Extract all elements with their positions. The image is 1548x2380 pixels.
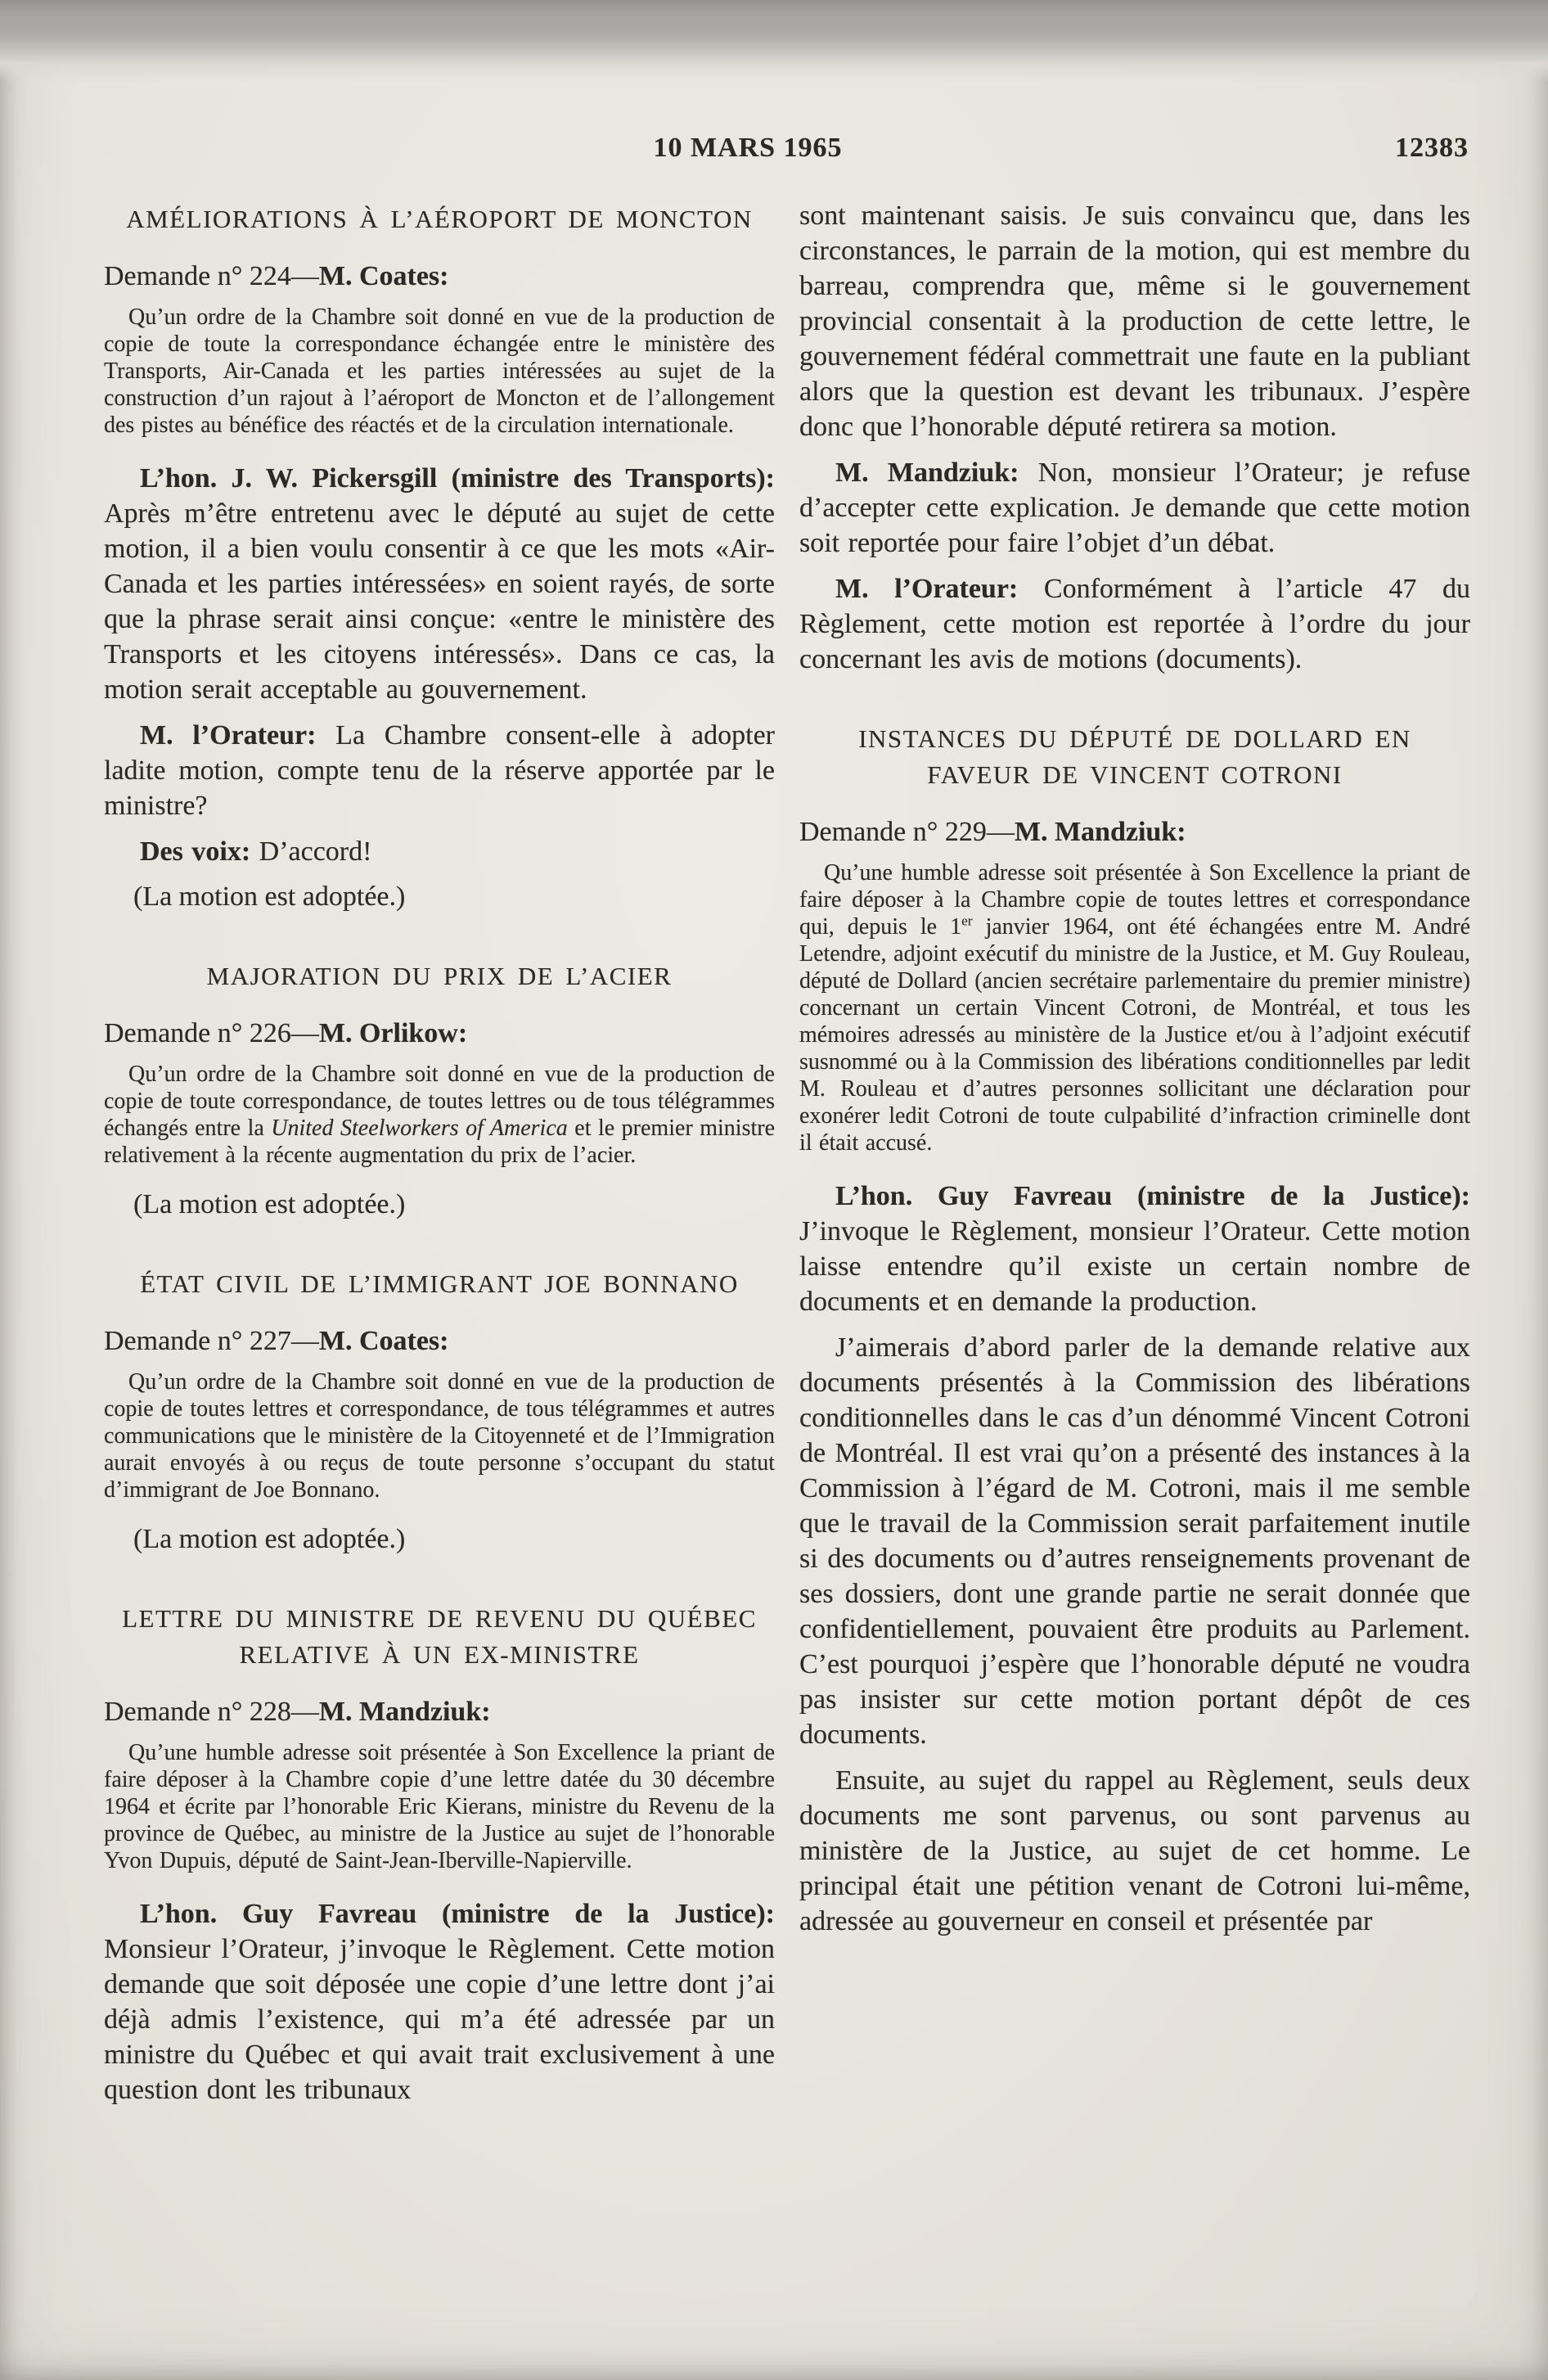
demande-member: M. Mandziuk: bbox=[1014, 817, 1186, 848]
section-title-cotroni bbox=[799, 721, 1470, 793]
motion-request-heading-226 bbox=[104, 1016, 775, 1051]
section-title-line-1: LETTRE DU MINISTRE DE REVENU DU QUÉBEC bbox=[122, 1604, 757, 1634]
speech-orateur-2 bbox=[799, 561, 1470, 677]
motion-request-heading-224 bbox=[104, 259, 775, 294]
motion-quote-227: Qu’un ordre de la Chambre soit donné en vue de la production de copie de toutes lettres et correspondance, de tous télégrammes et autres communications que le ministère de la Citoyenneté et de l’Immigration aurait envoyés à ou reçus de toute personne s’occupant du statut d’immigrant de Joe Bonnano. bbox=[104, 1369, 775, 1503]
demande-member: M. Mandziuk: bbox=[318, 1697, 491, 1728]
motion-quote-224: Qu’un ordre de la Chambre soit donné en vue de la production de copie de toute la correspondance échangée entre le ministère des Transports, Air-Canada et les parties intéressées au sujet de la construction d’un rajout à l’aéroport de Moncton et de l’allongement des pistes au bénéfice des réactés et de la circulation internationale. bbox=[104, 304, 775, 439]
page-number: 12383 bbox=[1395, 133, 1469, 163]
section-title-lettre bbox=[104, 1601, 775, 1673]
quote-superscript: er bbox=[961, 913, 973, 929]
demande-label: Demande n° 224— bbox=[104, 261, 319, 292]
left-column bbox=[104, 198, 775, 2306]
demande-label: Demande n° 229— bbox=[799, 817, 1015, 848]
page-header bbox=[104, 133, 1470, 174]
section-title-line-2: RELATIVE À UN EX-MINISTRE bbox=[239, 1640, 640, 1670]
right-column bbox=[799, 198, 1470, 2306]
speaker-name: M. l’Orateur: bbox=[140, 720, 317, 751]
section-title-text: ÉTAT CIVIL DE L’IMMIGRANT JOE BONNANO bbox=[140, 1269, 739, 1299]
speech-text: Après m’être entretenu avec le député au sujet de cette motion, il a bien voulu consentir à ce que les mots «Air-Canada et les parties intéressées» en soient rayés, de sorte que la phrase serait ainsi conçue: «entre le ministère des Transports et les citoyens intéressés». Dans ce cas, la motion serait acceptable au gouvernement. bbox=[104, 498, 775, 705]
speech-text: La Chambre consent-elle à adopter ladite motion, compte tenu de la réserve apportée par le ministre? bbox=[104, 720, 775, 822]
motion-request-heading-228 bbox=[104, 1694, 775, 1729]
section-title-moncton bbox=[104, 201, 775, 237]
speaker-name: Des voix: bbox=[140, 836, 251, 868]
quote-text: Qu’une humble adresse soit présentée à Son Excellence la priant de faire déposer à la Chambre copie de toutes lettres et correspondance qui, depuis le 1 bbox=[799, 860, 1470, 940]
stage-direction-adopted-3: (La motion est adoptée.) bbox=[133, 1524, 406, 1555]
speech-favreau-1 bbox=[104, 1886, 775, 2107]
motion-quote-226 bbox=[104, 1061, 775, 1169]
speech-orateur-1 bbox=[104, 707, 775, 823]
demande-member: M. Orlikow: bbox=[318, 1018, 468, 1049]
speech-text: D’accord! bbox=[259, 836, 372, 868]
motion-quote-228: Qu’une humble adresse soit présentée à Son Excellence la priant de faire déposer à la Chambre copie d’une lettre datée du 30 décembre 1964 et écrite par l’honorable Eric Kierans, ministre du Revenu de la province de Québec, au ministre de la Justice au sujet de l’honorable Yvon Dupuis, député de Saint-Jean-Iberville-Napierville. bbox=[104, 1740, 775, 1874]
speaker-name: M. Mandziuk: bbox=[835, 458, 1019, 488]
speech-text: J’invoque le Règlement, monsieur l’Orateur. Cette motion laisse entendre qu’il existe un certain nombre de documents et en demande la production. bbox=[799, 1216, 1470, 1318]
continuation-paragraph: sont maintenant saisis. Je suis convaincu que, dans les circonstances, le parrain de la motion, qui est membre du barreau, comprendra que, même si le gouvernement provincial consentait à la production de cette lettre, le gouvernement fédéral commettrait une faute en la publiant alors que la question est devant les tribunaux. J’espère donc que l’honorable député retirera sa motion. bbox=[799, 201, 1470, 442]
section-title-acier bbox=[104, 958, 775, 994]
motion-request-heading-229 bbox=[799, 814, 1470, 850]
quote-text: Qu’un ordre de la Chambre soit donné en vue de la production de copie de toute correspondance, de toutes lettres ou de tous télégrammes échangés entre la bbox=[104, 1062, 775, 1142]
speech-text: Conformément à l’article 47 du Règlement, cette motion est reportée à l’ordre du jour concernant les avis de motions (documents). bbox=[799, 574, 1471, 674]
demande-label: Demande n° 228— bbox=[104, 1697, 319, 1728]
quote-text: et le premier ministre relativement à la récente augmentation du prix de l’acier. bbox=[104, 1116, 776, 1169]
speaker-name: M. l’Orateur: bbox=[835, 574, 1019, 604]
body-paragraph-ensuite: Ensuite, au sujet du rappel au Règlement, seuls deux documents me sont parvenus, ou sont parvenus au ministère de la Justice, au sujet de cet homme. Le principal était une pétition venant de Cotroni lui-même, adressée au gouverneur en conseil et présentée par bbox=[799, 1765, 1470, 1937]
demande-member: M. Coates: bbox=[318, 261, 449, 292]
motion-request-heading-227 bbox=[104, 1323, 775, 1359]
speech-text: Monsieur l’Orateur, j’invoque le Règlement. Cette motion demande que soit déposée une copie d’une lettre dont j’ai déjà admis l’existence, qui m’a été adressée par un ministre du Québec et qui avait trait exclusivement à une question dont les tribunaux bbox=[104, 1934, 775, 2106]
page-header-date: 10 MARS 1965 bbox=[653, 133, 843, 163]
section-title-line-2: FAVEUR DE VINCENT COTRONI bbox=[927, 760, 1343, 790]
motion-quote-229 bbox=[799, 859, 1470, 1156]
stage-direction-adopted-2: (La motion est adoptée.) bbox=[133, 1189, 406, 1220]
speech-favreau-2 bbox=[799, 1168, 1470, 1319]
speech-mandziuk bbox=[799, 444, 1470, 561]
quote-italic-org-name: United Steelworkers of America bbox=[271, 1116, 568, 1142]
section-title-text: AMÉLIORATIONS À L’AÉROPORT DE MONCTON bbox=[126, 205, 753, 233]
body-paragraph-aimerais: J’aimerais d’abord parler de la demande relative aux documents présentés à la Commission des libérations conditionnelles dans le cas d’un dénommé Vincent Cotroni de Montréal. Il est vrai qu’on a présenté des instances à la Commission à l’égard de M. Cotroni, mais il me semble que le travail de la Commission serait parfaitement inutile si des documents ou d’autres renseignements provenant de ses dossiers, dont une grande partie ne serait donnée que confidentiellement, pouvaient être produits au Parlement. C’est pourquoi j’espère que l’honorable député ne voudra pas insister sur cette motion portant dépôt de ces documents. bbox=[799, 1332, 1470, 1751]
speaker-name: L’hon. Guy Favreau (ministre de la Justice): bbox=[835, 1181, 1470, 1212]
scan-edge-top bbox=[0, 0, 1548, 82]
demande-label: Demande n° 226— bbox=[104, 1018, 319, 1049]
speaker-name: L’hon. J. W. Pickersgill (ministre des Transports): bbox=[140, 463, 775, 494]
section-title-line-1: INSTANCES DU DÉPUTÉ DE DOLLARD EN bbox=[858, 724, 1411, 753]
text-columns bbox=[104, 198, 1470, 2306]
speech-des-voix bbox=[104, 823, 775, 869]
demande-member: M. Coates: bbox=[318, 1326, 449, 1357]
stage-direction-adopted-1: (La motion est adoptée.) bbox=[133, 881, 406, 913]
demande-label: Demande n° 227— bbox=[104, 1326, 319, 1357]
quote-text: janvier 1964, ont été échangées entre M. André Letendre, adjoint exécutif du ministre de la Justice, et M. Guy Rouleau, député de Dollard (ancien secrétaire parlementaire du premier ministre) concernant un certain Vincent Cotroni, de Montréal, et tous les mémoires adressés au ministère de la Justice et/ou à l’adjoint exécutif susnommé ou à la Commission des libérations conditionnelles par ledit M. Rouleau et d’autres personnes sollicitant une déclaration pour exonérer ledit Cotroni de toute culpabilité d’infraction criminelle dont il était accusé. bbox=[799, 914, 1470, 1156]
speech-text: Non, monsieur l’Orateur; je refuse d’accepter cette explication. Je demande que cette motion soit reportée pour faire l’objet d’un débat. bbox=[799, 458, 1470, 558]
speech-pickersgill bbox=[104, 450, 775, 707]
speaker-name: L’hon. Guy Favreau (ministre de la Justice): bbox=[140, 1899, 775, 1930]
section-title-text: MAJORATION DU PRIX DE L’ACIER bbox=[206, 962, 673, 991]
section-title-bonnano bbox=[104, 1266, 775, 1302]
